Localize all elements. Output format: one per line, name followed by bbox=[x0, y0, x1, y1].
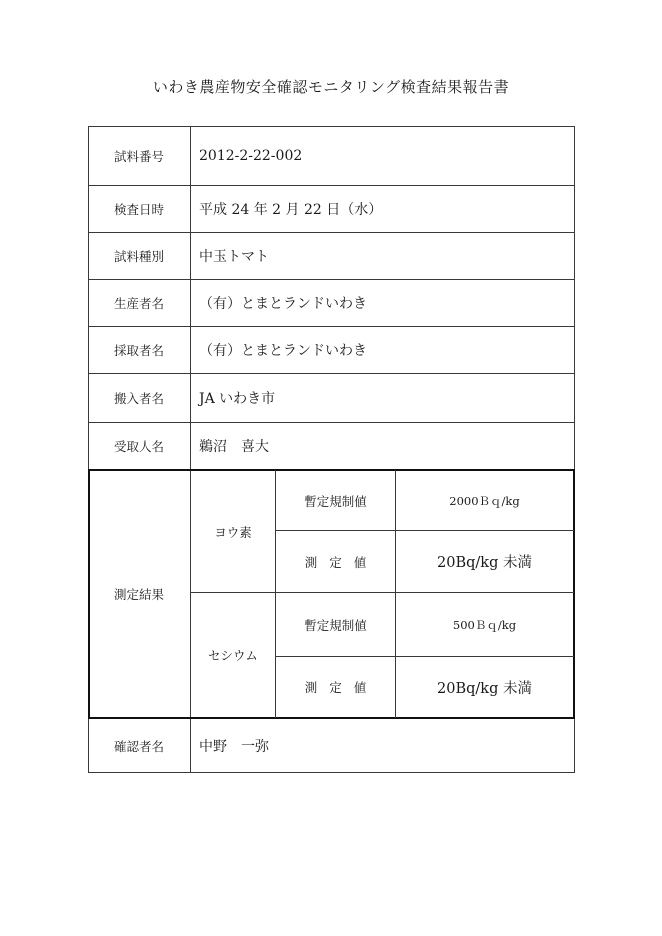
label-sample-number: 試料番号 bbox=[113, 148, 164, 164]
value-producer: （有）とまとランドいわき bbox=[199, 296, 367, 312]
value-sample-type: 中玉トマト bbox=[199, 249, 269, 265]
cesium-limit-value: 500Ｂｑ/kg bbox=[452, 617, 517, 632]
iodine-measured-value: 20Bq/kg 未満 bbox=[437, 555, 532, 571]
label-collector: 採取者名 bbox=[113, 343, 164, 358]
iodine-limit-label: 暫定規制値 bbox=[304, 493, 367, 509]
results-border-right bbox=[573, 469, 575, 719]
label-inspection-date: 検査日時 bbox=[113, 202, 164, 217]
nuclide-cesium: セシウム bbox=[208, 648, 258, 663]
value-carrier: JA いわき市 bbox=[199, 391, 276, 407]
value-sample-number: 2012-2-22-002 bbox=[199, 147, 303, 164]
value-collector: （有）とまとランドいわき bbox=[199, 343, 367, 359]
document-title: いわき農産物安全確認モニタリング検査結果報告書 bbox=[152, 78, 510, 96]
label-producer: 生産者名 bbox=[113, 296, 164, 311]
label-sample-type: 試料種別 bbox=[113, 249, 164, 264]
value-confirmer: 中野 一弥 bbox=[199, 738, 269, 755]
iodine-limit-value: 2000Ｂｑ/kg bbox=[449, 493, 520, 508]
label-confirmer: 確認者名 bbox=[113, 738, 164, 754]
iodine-measured-label: 測定値 bbox=[304, 554, 379, 570]
label-receiver: 受取人名 bbox=[113, 439, 164, 454]
label-results: 測定結果 bbox=[113, 587, 164, 602]
report-table bbox=[88, 126, 575, 773]
cesium-measured-value: 20Bq/kg 未満 bbox=[437, 680, 532, 697]
cesium-measured-label: 測定値 bbox=[304, 680, 379, 695]
value-inspection-date: 平成 24 年 2 月 22 日（水） bbox=[199, 202, 383, 218]
table-border-bottom bbox=[88, 772, 575, 773]
cesium-limit-label: 暫定規制値 bbox=[304, 617, 367, 633]
nuclide-iodine: ヨウ素 bbox=[214, 524, 252, 540]
label-carrier: 搬入者名 bbox=[113, 391, 164, 406]
value-receiver: 鵜沼 喜大 bbox=[199, 439, 269, 455]
